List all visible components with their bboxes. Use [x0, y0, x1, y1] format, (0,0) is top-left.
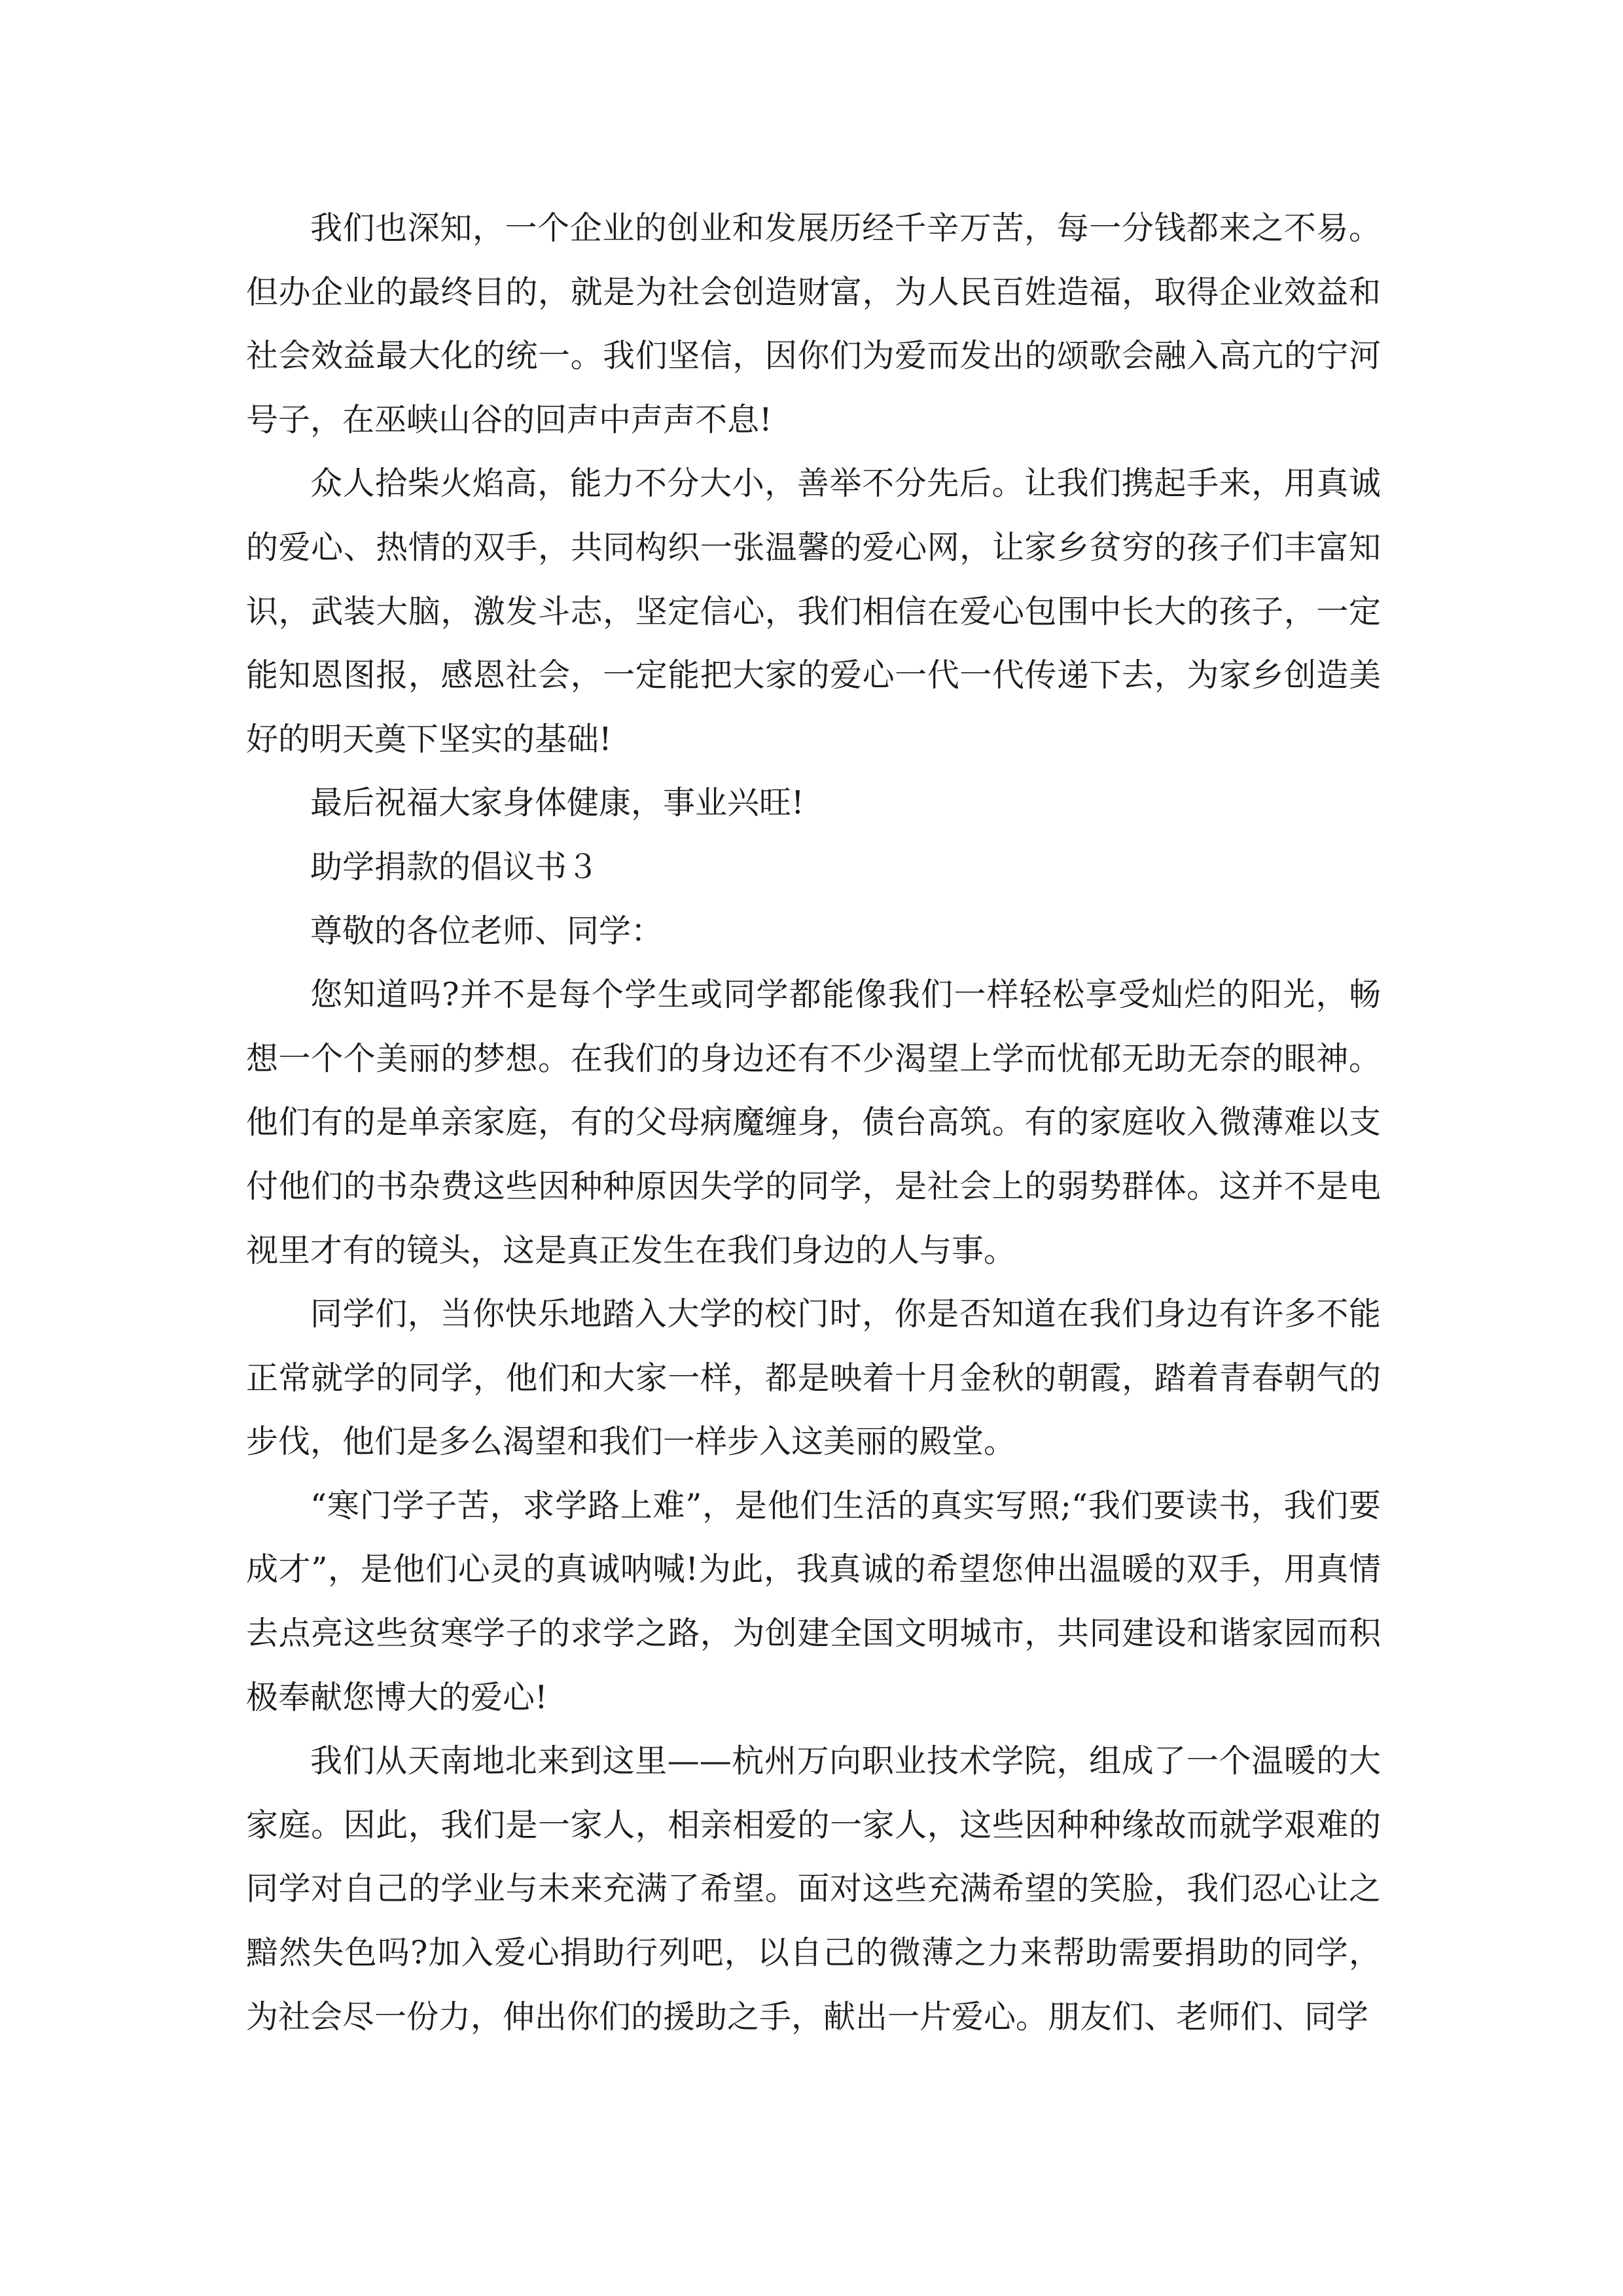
- document-body: [246, 196, 1381, 2049]
- paragraph-blessing: 最后祝福大家身体健康，事业兴旺!: [310, 784, 804, 822]
- paragraph-poor-students: “寒门学子苦，求学路上难”，是他们生活的真实写照;“我们要读书，我们要成才”，是他们心灵的真诚呐喊!为此，我真诚的希望您伸出温暖的双手，用真情去点亮这些贫寒学子的求学之路，为创建全国文明城市，共同建设和谐家园而积极奉献您博大的爱心!: [246, 1486, 1381, 1716]
- paragraph-do-you-know: 您知道吗?并不是每个学生或同学都能像我们一样轻松享受灿烂的阳光，畅想一个个美丽的梦想。在我们的身边还有不少渴望上学而忧郁无助无奈的眼神。他们有的是单亲家庭，有的父母病魔缠身，债台高筑。有的家庭收入微薄难以支付他们的书杂费这些因种种原因失学的同学，是社会上的弱势群体。这并不是电视里才有的镜头，这是真正发生在我们身边的人与事。: [246, 976, 1381, 1269]
- paragraph-family: 我们从天南地北来到这里——杭州万向职业技术学院，组成了一个温暖的大家庭。因此，我们是一家人，相亲相爱的一家人，这些因种种缘故而就学艰难的同学对自己的学业与未来充满了希望。面对这些充满希望的笑脸，我们忍心让之黯然失色吗?加入爱心捐助行列吧，以自己的微薄之力来帮助需要捐助的同学，为社会尽一份力，伸出你们的援助之手，献出一片爱心。朋友们、老师们、同学: [246, 1742, 1381, 2036]
- paragraph-enterprise: 我们也深知，一个企业的创业和发展历经千辛万苦，每一分钱都来之不易。但办企业的最终目的，就是为社会创造财富，为人民百姓造福，取得企业效益和社会效益最大化的统一。我们坚信，因你们为爱而发出的颂歌会融入高亢的宁河号子，在巫峡山谷的回声中声声不息!: [246, 209, 1381, 439]
- section-title: 助学捐款的倡议书３: [310, 848, 599, 886]
- paragraph-classmates: 同学们，当你快乐地踏入大学的校门时，你是否知道在我们身边有许多不能正常就学的同学，他们和大家一样，都是映着十月金秋的朝霞，踏着青春朝气的步伐，他们是多么渴望和我们一样步入这美丽的殿堂。: [246, 1295, 1381, 1461]
- paragraph-together: 众人拾柴火焰高，能力不分大小，善举不分先后。让我们携起手来，用真诚的爱心、热情的双手，共同构织一张温馨的爱心网，让家乡贫穷的孩子们丰富知识，武装大脑，激发斗志，坚定信心，我们相信在爱心包围中长大的孩子，一定能知恩图报，感恩社会，一定能把大家的爱心一代一代传递下去，为家乡创造美好的明天奠下坚实的基础!: [246, 465, 1381, 758]
- salutation: 尊敬的各位老师、同学：: [310, 912, 664, 950]
